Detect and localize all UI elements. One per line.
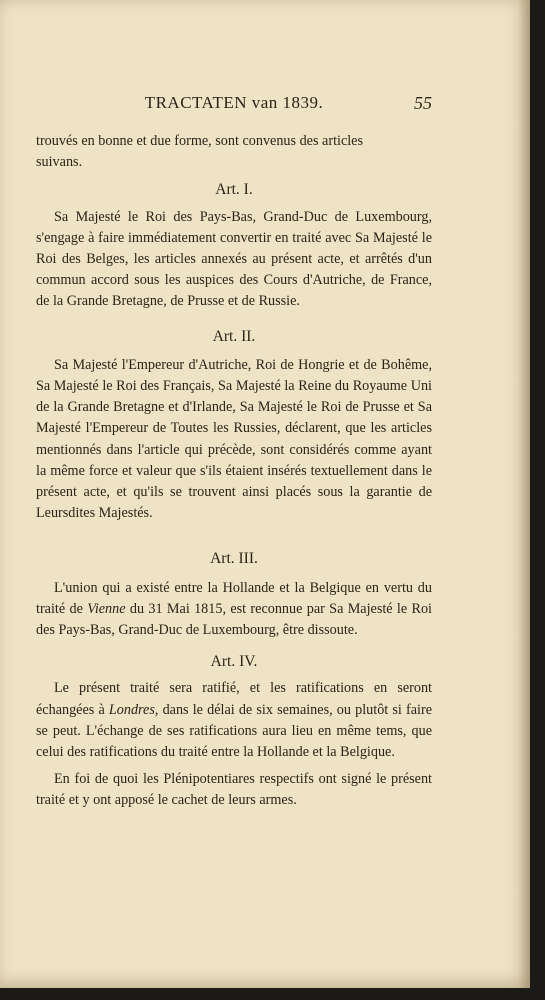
article-2-text: Sa Majesté l'Empereur d'Autriche, Roi de Hongrie et de Bohême, Sa Majesté le Roi des Français, Sa Majesté la Reine du Royaume Uni de la Grande Bretagne et d'Irlande, Sa Majesté le Roi de Prusse et Sa Majesté l'Empereur de Toutes les Russies, déclarent, que les articles mentionnés dans l'article qui précède, sont considérés comme ayant la même force et valeur que s'ils étaient insérés textuellement dans le présent acte, et qu'ils se trouvent ainsi placés sous la garantie de Leursdites Majestés. <box>36 356 432 522</box>
page-number: 55 <box>414 93 432 113</box>
article-4-text-a: Le présent traité sera ratifié, et les ratifications en seront échangées à <box>36 680 432 718</box>
article-4-text-b: , dans le délai de six semaines, ou plutôt si faire se peut. L'échange de ses ratifications aura lieu en même tems, que celui des ratifications du traité entre la Hollande et la Belgique. <box>36 701 432 761</box>
opening-line-2: suivans. <box>36 154 83 171</box>
article-2-heading: Art. II. <box>212 327 256 345</box>
article-3-text-a: L'union qui a existé entre la Hollande et la Belgique en vertu du traité de <box>36 579 432 617</box>
closing-paragraph: En foi de quoi les Plénipotentiares respectifs ont signé le présent traité et y ont apposé le cachet de leurs armes. <box>36 771 432 809</box>
article-3-heading: Art. III. <box>210 550 258 568</box>
article-1-text: Sa Majesté le Roi des Pays-Bas, Grand-Duc de Luxembourg, s'engage à faire immédiatement convertir en traité avec Sa Majesté le Roi des Belges, les articles annexés au présent acte, et arrêtés d'un commun accord sous les auspices des Cours d'Autriche, de France, de la Grande Bretagne, de Prusse et de Russie. <box>36 208 432 310</box>
page-text <box>36 131 432 812</box>
article-4-text <box>36 678 432 763</box>
article-3-place: Vienne <box>87 600 126 617</box>
article-3-text-b: du 31 Mai 1815, est reconnue par Sa Majesté le Roi des Pays-Bas, Grand-Duc de Luxembourg, être dissoute. <box>36 600 432 639</box>
article-4-heading: Art. IV. <box>210 653 258 671</box>
article-4-place: Londres <box>108 701 155 718</box>
running-title: TRACTATEN van 1839. <box>144 93 324 112</box>
article-3-text <box>36 578 432 642</box>
opening-paragraph <box>36 131 432 173</box>
article-1-heading: Art. I. <box>215 181 253 199</box>
opening-line-1: trouvés en bonne et due forme, sont convenus des articles <box>36 133 364 149</box>
